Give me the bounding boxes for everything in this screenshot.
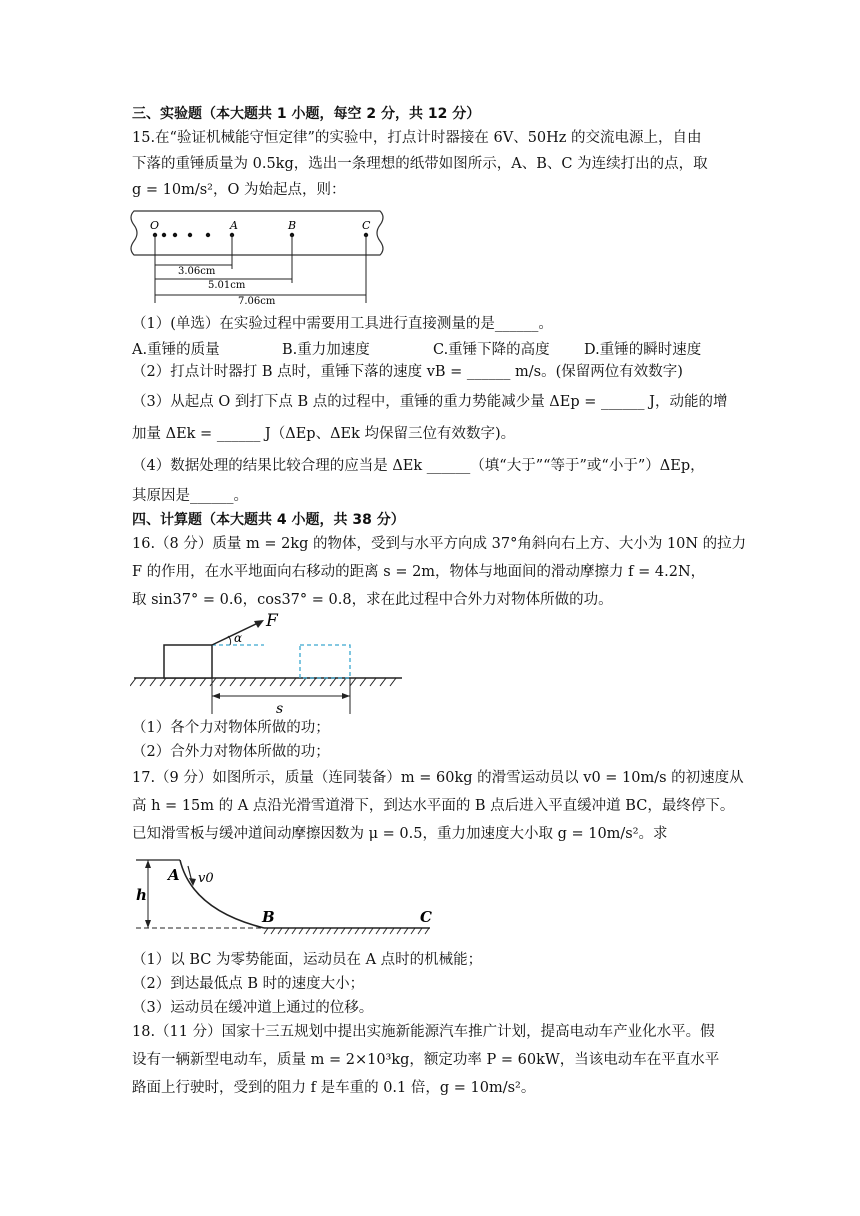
q15-option-c: C.重锤下降的高度 [433,342,550,358]
point-label-c: C [420,908,432,926]
paper-tape-figure [130,205,390,305]
q16-part2: （2）合外力对物体所做的功； [132,744,330,760]
distance-label-s: s [276,701,284,717]
force-label-f: F [266,611,278,631]
q17-line2: 高 h = 15m 的 A 点沿光滑雪道滑下，到达水平面的 B 点后进入平直缓冲道 BC，最终停下。 [132,798,735,814]
section4-heading: 四、计算题（本大题共 4 小题，共 38 分） [132,512,405,528]
point-label-a: A [168,866,180,884]
q18-line2: 设有一辆新型电动车，质量 m = 2×10³kg，额定功率 P = 60kW，当该电动车在平直水平 [132,1052,720,1068]
tape-distance-oa: 3.06cm [178,266,216,277]
block-force-figure [130,610,410,720]
q15-option-d: D.重锤的瞬时速度 [584,342,702,358]
q17-line3: 已知滑雪板与缓冲道间动摩擦因数为 μ = 0.5，重力加速度大小取 g = 10m/s²。求 [132,826,668,842]
q16-line3: 取 sin37° = 0.6，cos37° = 0.8，求在此过程中合外力对物体所做的功。 [132,592,613,608]
q17-part3: （3）运动员在缓冲道上通过的位移。 [132,1000,374,1016]
height-label-h: h [136,886,147,904]
q15-option-a: A.重锤的质量 [132,342,220,358]
angle-label-alpha: α [234,631,243,645]
q18-line3: 路面上行驶时，受到的阻力 f 是车重的 0.1 倍，g = 10m/s²。 [132,1080,536,1096]
section3-heading: 三、实验题（本大题共 1 小题，每空 2 分，共 12 分） [132,106,481,122]
q16-line1: 16.（8 分）质量 m = 2kg 的物体，受到与水平方向成 37°角斜向右上方、大小为 10N 的拉力 [132,536,747,552]
q17-part1: （1）以 BC 为零势能面，运动员在 A 点时的机械能； [132,952,483,968]
tape-distance-ob: 5.01cm [208,280,246,291]
q18-line1: 18.（11 分）国家十三五规划中提出实施新能源汽车推广计划，提高电动车产业化水平。假 [132,1024,715,1040]
tape-label-b: B [288,219,297,232]
point-label-b: B [262,908,275,926]
tape-label-c: C [362,219,371,232]
tape-label-a: A [230,219,238,232]
q15-part1: （1）(单选）在实验过程中需要用工具进行直接测量的是______。 [132,316,553,332]
q15-part2: （2）打点计时器打 B 点时，重锤下落的速度 vB = ______ m/s。(保留两位有效数字) [132,364,683,380]
q15-part4-line1: （4）数据处理的结果比较合理的应当是 ΔEk ______（填“大于”“等于”或“小于”）ΔEp， [132,458,705,474]
tape-distance-oc: 7.06cm [238,296,276,305]
q15-part4-line2: 其原因是______。 [132,488,248,504]
q15-option-b: B.重力加速度 [282,342,370,358]
q17-line1: 17.（9 分）如图所示，质量（连同装备）m = 60kg 的滑雪运动员以 v0 = 10m/s 的初速度从 [132,770,744,786]
ski-slope-figure [130,852,440,936]
tape-label-o: O [150,219,160,232]
q15-part3-line1: （3）从起点 O 到打下点 B 点的过程中，重锤的重力势能减少量 ΔEp = ______ J，动能的增 [132,394,728,410]
q15-line3: g = 10m/s²，O 为始起点，则： [132,182,346,198]
q15-line2: 下落的重锤质量为 0.5kg，选出一条理想的纸带如图所示，A、B、C 为连续打出的点，取 [132,156,708,172]
q17-part2: （2）到达最低点 B 时的速度大小； [132,976,365,992]
q16-part1: （1）各个力对物体所做的功； [132,720,330,736]
velocity-label-v0: v0 [198,871,214,886]
q16-line2: F 的作用，在水平地面向右移动的距离 s = 2m，物体与地面间的滑动摩擦力 f = 4.2N， [132,564,706,580]
q15-line1: 15.在“验证机械能守恒定律”的实验中，打点计时器接在 6V、50Hz 的交流电源上，自由 [132,130,702,146]
q15-part3-line2: 加量 ΔEk = ______ J（ΔEp、ΔEk 均保留三位有效数字)。 [132,426,516,442]
